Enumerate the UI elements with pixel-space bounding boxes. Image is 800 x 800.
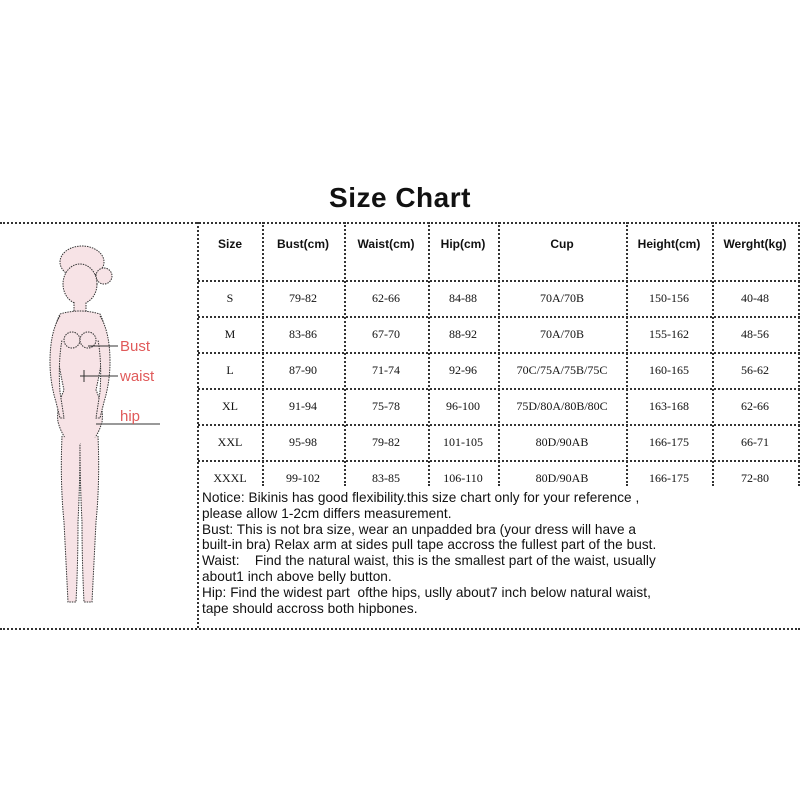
- table-cell: 91-94: [289, 399, 317, 413]
- table-row: [198, 388, 800, 424]
- header-hip: Hip(cm): [440, 237, 486, 251]
- table-cell: 96-100: [446, 399, 480, 413]
- table-cell: 70C/75A/75B/75C: [516, 363, 608, 377]
- table-cell: 99-102: [286, 471, 320, 485]
- table-cell: S: [226, 291, 234, 305]
- hip-label: hip: [120, 408, 141, 425]
- table-cell: 160-165: [649, 363, 689, 377]
- table-row: [198, 280, 800, 316]
- table-cell: 56-62: [741, 363, 769, 377]
- table-cell: 72-80: [741, 471, 769, 485]
- table-cell: 70A/70B: [539, 291, 584, 305]
- note-line: please allow 1-2cm differs measurement.: [202, 505, 452, 521]
- table-cell: 40-48: [741, 291, 769, 305]
- note-line: built-in bra) Relax arm at sides pull tape accross the fullest part of the bust.: [202, 537, 657, 553]
- table-cell: 83-85: [372, 471, 400, 485]
- table-cell: 155-162: [649, 327, 689, 341]
- size-chart-frame: [0, 170, 800, 630]
- table-cell: 67-70: [372, 327, 400, 341]
- table-cell: 84-88: [449, 291, 477, 305]
- header-waist: Waist(cm): [357, 237, 415, 251]
- table-cell: 79-82: [289, 291, 317, 305]
- table-cell: 80D/90AB: [535, 435, 589, 449]
- note-line: tape should accross both hipbones.: [202, 600, 418, 616]
- waist-label: waist: [120, 368, 155, 385]
- table-row: [198, 352, 800, 388]
- table-row: [198, 316, 800, 352]
- table-row: [198, 424, 800, 460]
- table-cell: L: [226, 363, 234, 377]
- table-cell: 101-105: [443, 435, 483, 449]
- table-cell: 88-92: [449, 327, 477, 341]
- table-cell: 83-86: [289, 327, 317, 341]
- header-weight: Werght(kg): [723, 237, 787, 251]
- note-line: about1 inch above belly button.: [202, 568, 392, 584]
- table-cell: 87-90: [289, 363, 317, 377]
- table-cell: 92-96: [449, 363, 477, 377]
- note-line: Waist: Find the natural waist, this is the smallest part of the waist, usually: [202, 553, 656, 569]
- header-bust: Bust(cm): [276, 237, 329, 251]
- table-cell: XXL: [217, 435, 243, 449]
- table-cell: 150-156: [649, 291, 689, 305]
- table-cell: 75D/80A/80B/80C: [516, 399, 608, 413]
- table-cell: 166-175: [649, 435, 689, 449]
- table-cell: 62-66: [741, 399, 769, 413]
- table-cell: XL: [222, 399, 238, 413]
- table-cell: 166-175: [649, 471, 689, 485]
- table-cell: 163-168: [649, 399, 689, 413]
- table-cell: XXXL: [213, 471, 247, 485]
- table-cell: 62-66: [372, 291, 400, 305]
- note-line: Bust: This is not bra size, wear an unpadded bra (your dress will have a: [202, 521, 637, 537]
- table-cell: M: [224, 327, 236, 341]
- table-cell: 79-82: [372, 435, 400, 449]
- body-figure-panel: [0, 222, 198, 630]
- table-cell: 95-98: [289, 435, 317, 449]
- header-cup: Cup: [550, 237, 574, 251]
- table-cell: 66-71: [741, 435, 769, 449]
- bust-label: Bust: [120, 338, 151, 355]
- note-line: Notice: Bikinis has good flexibility.this size chart only for your reference ,: [202, 490, 640, 505]
- chart-title: Size Chart: [329, 182, 471, 213]
- table-cell: 106-110: [443, 471, 483, 485]
- note-line: Hip: Find the widest part ofthe hips, uslly about7 inch below natural waist,: [202, 584, 651, 600]
- header-size: Size: [217, 237, 242, 251]
- table-cell: 71-74: [372, 363, 400, 377]
- table-header-row: [198, 222, 800, 258]
- header-height: Height(cm): [637, 237, 701, 251]
- table-cell: 80D/90AB: [535, 471, 589, 485]
- notes-block: [202, 490, 798, 616]
- table-cell: 70A/70B: [539, 327, 584, 341]
- body-outline-illustration: [0, 222, 198, 630]
- table-cell: 75-78: [372, 399, 400, 413]
- table-cell: 48-56: [741, 327, 769, 341]
